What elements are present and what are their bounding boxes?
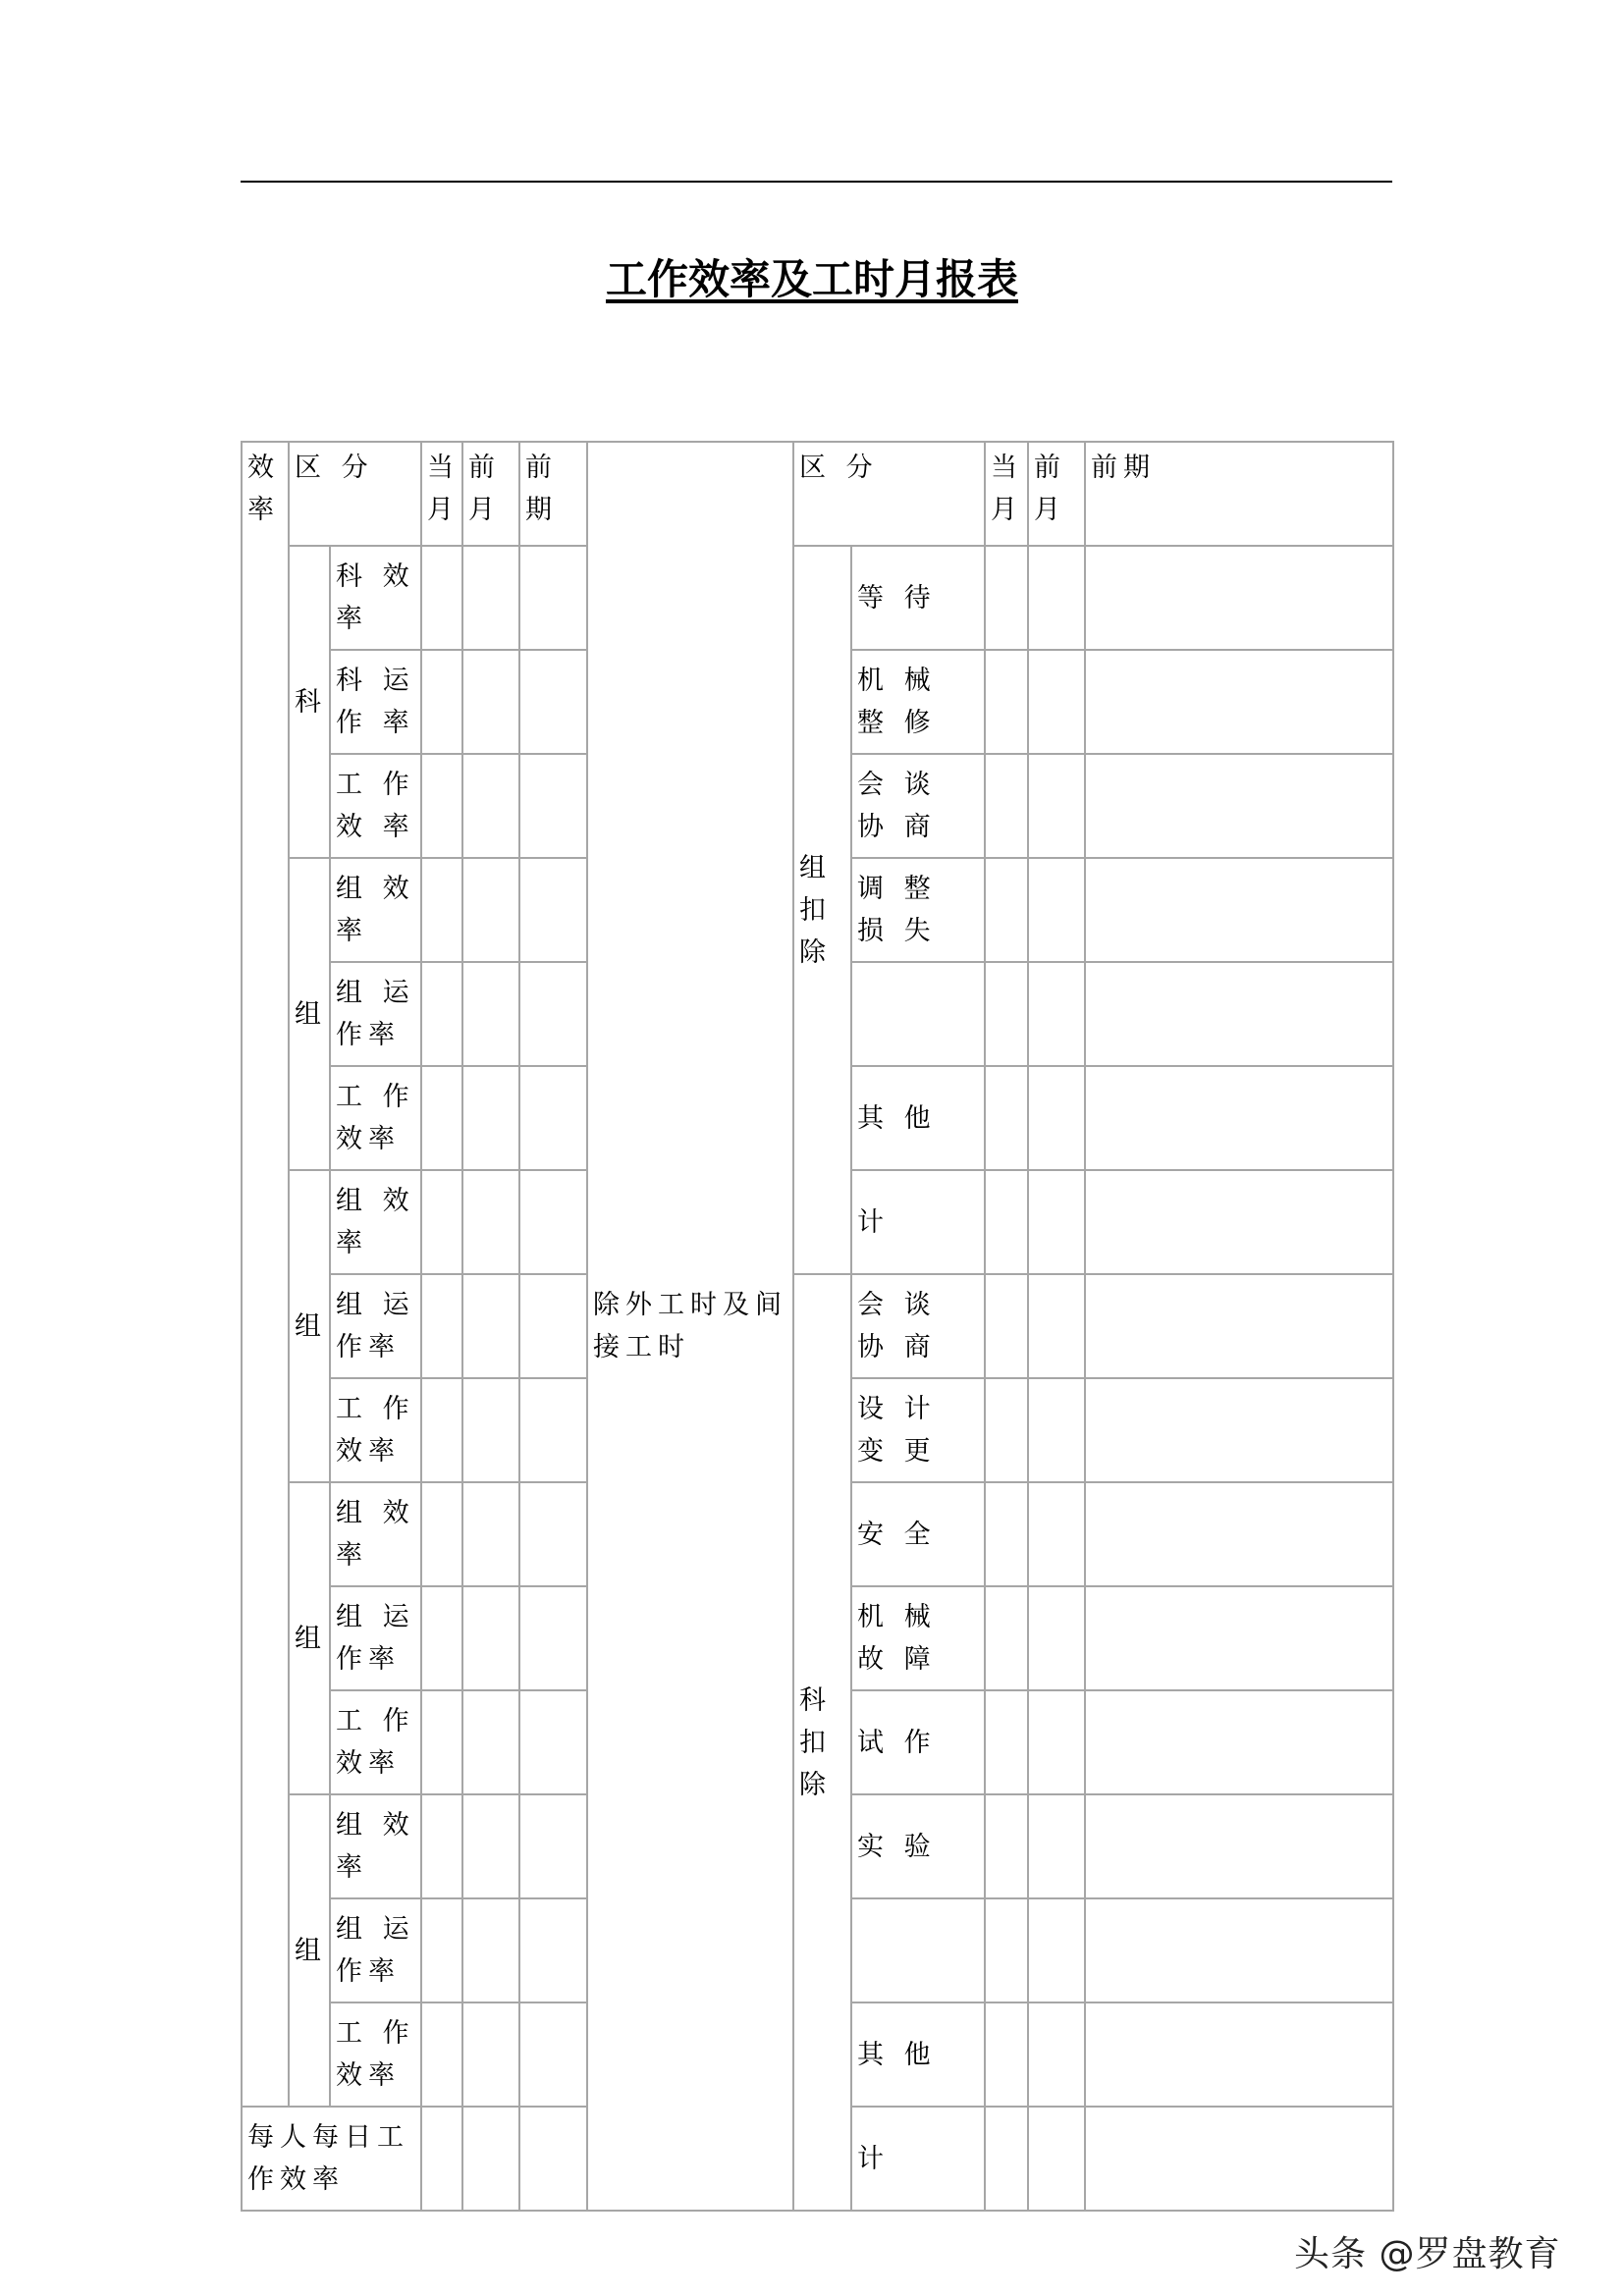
this-month-cell[interactable] — [985, 2002, 1028, 2107]
deduction-item-label: 机 械 故 障 — [851, 1586, 985, 1690]
deduction-group-label: 科扣除 — [793, 1274, 851, 2211]
page-title — [0, 247, 1624, 306]
last-month-cell[interactable] — [1028, 962, 1085, 1066]
last-month-cell[interactable] — [1028, 1690, 1085, 1794]
last-period-cell[interactable] — [1085, 1066, 1393, 1170]
left-last-period-header: 前期 — [519, 442, 587, 546]
this-month-cell[interactable] — [421, 2002, 462, 2107]
header-row — [242, 442, 1393, 546]
metric-label: 科 效 率 — [330, 546, 421, 650]
efficiency-label: 效率 — [242, 442, 289, 2107]
last-month-cell[interactable] — [1028, 754, 1085, 858]
last-month-cell[interactable] — [1028, 1586, 1085, 1690]
this-month-cell[interactable] — [985, 858, 1028, 962]
last-month-cell[interactable] — [462, 1482, 519, 1586]
this-month-cell[interactable] — [421, 650, 462, 754]
metric-label: 工 作 效率 — [330, 1066, 421, 1170]
last-month-cell[interactable] — [462, 1898, 519, 2002]
this-month-cell[interactable] — [985, 650, 1028, 754]
last-month-cell[interactable] — [1028, 1482, 1085, 1586]
deduction-item-label: 等 待 — [851, 546, 985, 650]
excluded-hours-label: 除外工时及间接工时 — [587, 442, 793, 2211]
header-rule — [241, 181, 1392, 183]
this-month-cell[interactable] — [421, 1586, 462, 1690]
last-period-cell[interactable] — [1085, 754, 1393, 858]
last-period-cell[interactable] — [519, 546, 587, 650]
watermark: 头条 @罗盘教育 — [1294, 2234, 1561, 2274]
last-month-cell[interactable] — [462, 650, 519, 754]
last-month-cell[interactable] — [1028, 2002, 1085, 2107]
last-period-cell[interactable] — [1085, 2002, 1393, 2107]
last-period-cell[interactable] — [519, 858, 587, 962]
metric-label: 组 效 率 — [330, 1794, 421, 1898]
last-period-cell[interactable] — [1085, 1378, 1393, 1482]
this-month-cell[interactable] — [985, 1690, 1028, 1794]
last-period-cell[interactable] — [1085, 2107, 1393, 2211]
last-month-cell[interactable] — [462, 858, 519, 962]
metric-label: 组 运 作率 — [330, 1898, 421, 2002]
this-month-cell[interactable] — [421, 1690, 462, 1794]
this-month-cell[interactable] — [421, 2107, 462, 2211]
last-period-cell[interactable] — [519, 1170, 587, 1274]
group-label: 组 — [289, 1170, 330, 1482]
last-period-cell[interactable] — [519, 1690, 587, 1794]
this-month-cell[interactable] — [985, 1482, 1028, 1586]
last-period-cell[interactable] — [519, 1378, 587, 1482]
last-period-cell[interactable] — [519, 754, 587, 858]
table-row — [242, 546, 1393, 650]
last-period-cell[interactable] — [519, 1274, 587, 1378]
last-month-cell[interactable] — [1028, 858, 1085, 962]
deduction-item-label: 会 谈 协 商 — [851, 754, 985, 858]
this-month-cell[interactable] — [421, 962, 462, 1066]
last-period-cell[interactable] — [519, 2107, 587, 2211]
this-month-cell[interactable] — [421, 1066, 462, 1170]
last-month-cell[interactable] — [1028, 650, 1085, 754]
right-last-month-header: 前月 — [1028, 442, 1085, 546]
metric-label: 工 作 效率 — [330, 2002, 421, 2107]
metric-label: 科 运 作 率 — [330, 650, 421, 754]
right-last-period-header: 前期 — [1085, 442, 1393, 546]
metric-label: 工 作 效率 — [330, 1690, 421, 1794]
last-month-cell[interactable] — [462, 2002, 519, 2107]
last-month-cell[interactable] — [1028, 1378, 1085, 1482]
last-period-cell[interactable] — [1085, 962, 1393, 1066]
last-month-cell[interactable] — [462, 546, 519, 650]
group-label: 科 — [289, 546, 330, 858]
last-month-cell[interactable] — [462, 1274, 519, 1378]
table-row — [242, 1274, 1393, 1378]
last-period-cell[interactable] — [1085, 1898, 1393, 2002]
right-category-header: 区 分 — [793, 442, 985, 546]
last-period-cell[interactable] — [519, 1794, 587, 1898]
last-month-cell[interactable] — [1028, 1170, 1085, 1274]
deduction-item-label: 调 整 损 失 — [851, 858, 985, 962]
last-month-cell[interactable] — [462, 962, 519, 1066]
last-period-cell[interactable] — [519, 2002, 587, 2107]
this-month-cell[interactable] — [421, 1274, 462, 1378]
last-month-cell[interactable] — [462, 1794, 519, 1898]
this-month-cell[interactable] — [421, 1482, 462, 1586]
deduction-item-label — [851, 1898, 985, 2002]
per-person-daily-efficiency-label: 每人每日工作效率 — [242, 2107, 421, 2211]
last-period-cell[interactable] — [1085, 1170, 1393, 1274]
right-this-month-header: 当月 — [985, 442, 1028, 546]
page-title-text: 工作效率及工时月报表 — [605, 255, 1018, 303]
last-month-cell[interactable] — [1028, 2107, 1085, 2211]
deduction-item-label: 机 械 整 修 — [851, 650, 985, 754]
this-month-cell[interactable] — [985, 1066, 1028, 1170]
deduction-item-label: 其 他 — [851, 1066, 985, 1170]
this-month-cell[interactable] — [985, 962, 1028, 1066]
this-month-cell[interactable] — [985, 1378, 1028, 1482]
metric-label: 组 效 率 — [330, 858, 421, 962]
metric-label: 工 作 效 率 — [330, 754, 421, 858]
deduction-item-label: 会 谈 协 商 — [851, 1274, 985, 1378]
last-period-cell[interactable] — [519, 1482, 587, 1586]
this-month-cell[interactable] — [985, 2107, 1028, 2211]
deduction-item-label — [851, 962, 985, 1066]
deduction-item-label: 设 计 变 更 — [851, 1378, 985, 1482]
last-period-cell[interactable] — [1085, 1690, 1393, 1794]
this-month-cell[interactable] — [985, 754, 1028, 858]
metric-label: 组 效 率 — [330, 1170, 421, 1274]
last-month-cell[interactable] — [462, 1066, 519, 1170]
metric-label: 组 运 作率 — [330, 962, 421, 1066]
last-period-cell[interactable] — [519, 650, 587, 754]
left-this-month-header: 当月 — [421, 442, 462, 546]
last-period-cell[interactable] — [1085, 1586, 1393, 1690]
this-month-cell[interactable] — [421, 1378, 462, 1482]
last-period-cell[interactable] — [1085, 1274, 1393, 1378]
last-month-cell[interactable] — [462, 754, 519, 858]
last-month-cell[interactable] — [1028, 1274, 1085, 1378]
deduction-item-label: 计 — [851, 2107, 985, 2211]
last-period-cell[interactable] — [1085, 858, 1393, 962]
this-month-cell[interactable] — [985, 1274, 1028, 1378]
last-period-cell[interactable] — [1085, 650, 1393, 754]
last-period-cell[interactable] — [1085, 546, 1393, 650]
this-month-cell[interactable] — [421, 1170, 462, 1274]
metric-label: 工 作 效率 — [330, 1378, 421, 1482]
deduction-item-label: 其 他 — [851, 2002, 985, 2107]
report-table — [241, 441, 1394, 2212]
metric-label: 组 运 作率 — [330, 1274, 421, 1378]
this-month-cell[interactable] — [985, 1586, 1028, 1690]
deduction-item-label: 安 全 — [851, 1482, 985, 1586]
group-label: 组 — [289, 858, 330, 1170]
last-month-cell[interactable] — [462, 1170, 519, 1274]
this-month-cell[interactable] — [985, 1794, 1028, 1898]
last-month-cell[interactable] — [462, 1690, 519, 1794]
left-last-month-header: 前月 — [462, 442, 519, 546]
last-month-cell[interactable] — [1028, 1898, 1085, 2002]
last-month-cell[interactable] — [1028, 1794, 1085, 1898]
left-category-header: 区 分 — [289, 442, 421, 546]
last-period-cell[interactable] — [1085, 1794, 1393, 1898]
last-period-cell[interactable] — [519, 1066, 587, 1170]
this-month-cell[interactable] — [421, 754, 462, 858]
last-month-cell[interactable] — [462, 1378, 519, 1482]
this-month-cell[interactable] — [421, 858, 462, 962]
metric-label: 组 运 作率 — [330, 1586, 421, 1690]
this-month-cell[interactable] — [421, 1794, 462, 1898]
last-period-cell[interactable] — [519, 962, 587, 1066]
this-month-cell[interactable] — [421, 546, 462, 650]
last-period-cell[interactable] — [519, 1898, 587, 2002]
this-month-cell[interactable] — [985, 1898, 1028, 2002]
last-month-cell[interactable] — [1028, 546, 1085, 650]
group-label: 组 — [289, 1794, 330, 2107]
this-month-cell[interactable] — [421, 1898, 462, 2002]
group-label: 组 — [289, 1482, 330, 1794]
last-month-cell[interactable] — [462, 2107, 519, 2211]
deduction-item-label: 计 — [851, 1170, 985, 1274]
last-period-cell[interactable] — [1085, 1482, 1393, 1586]
deduction-item-label: 试 作 — [851, 1690, 985, 1794]
deduction-group-label: 组扣除 — [793, 546, 851, 1274]
metric-label: 组 效 率 — [330, 1482, 421, 1586]
this-month-cell[interactable] — [985, 546, 1028, 650]
last-period-cell[interactable] — [519, 1586, 587, 1690]
last-month-cell[interactable] — [1028, 1066, 1085, 1170]
this-month-cell[interactable] — [985, 1170, 1028, 1274]
last-month-cell[interactable] — [462, 1586, 519, 1690]
deduction-item-label: 实 验 — [851, 1794, 985, 1898]
